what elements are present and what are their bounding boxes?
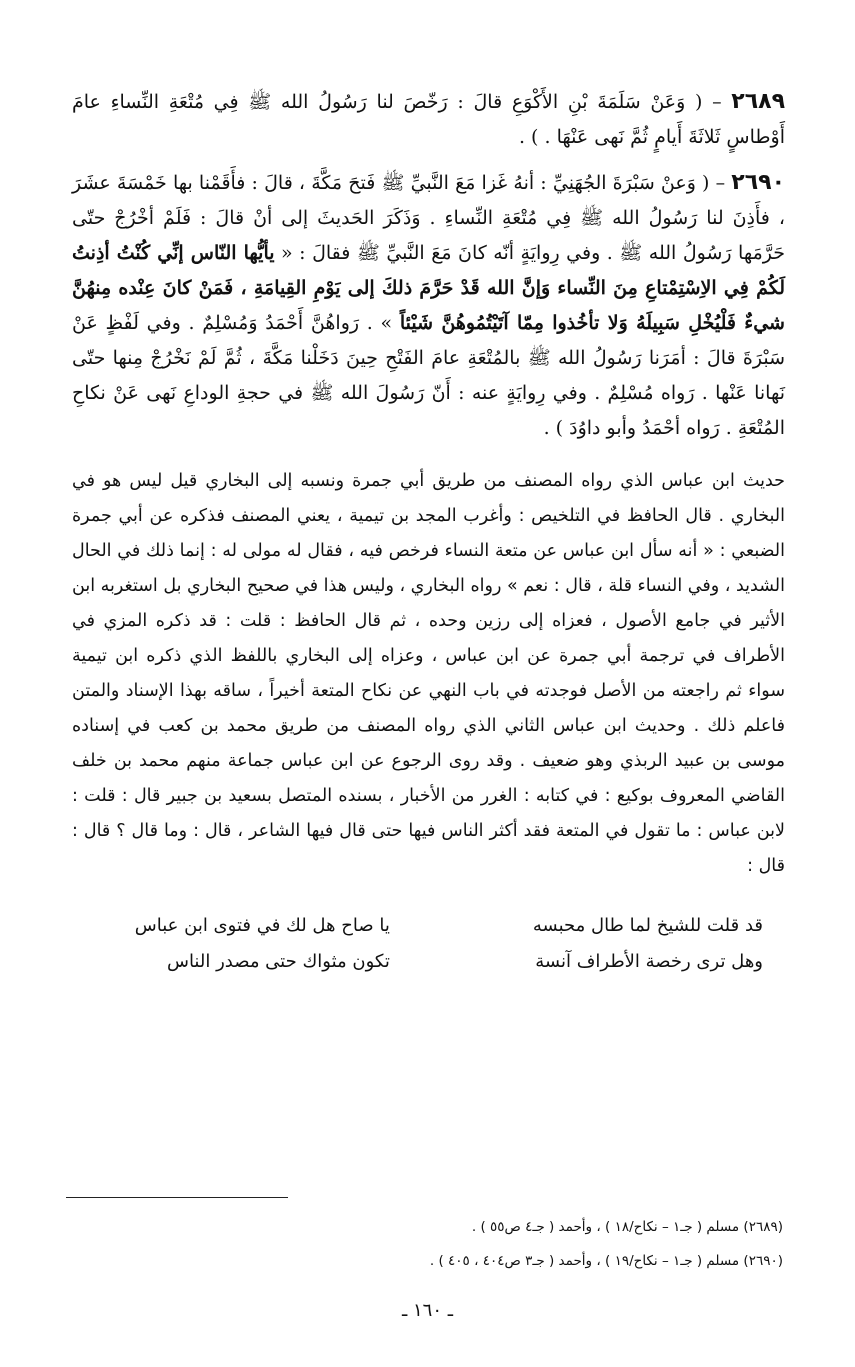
poem-hemistich-first: قد قلت للشيخ لما طال محبسه (532, 915, 763, 936)
footnote-divider (66, 1197, 288, 1198)
footnote: (٢٦٨٩) مسلم ( جـ١ – نكاح/١٨ ) ، وأحمد ( جـ٤ ص٥٥ ) . (471, 1219, 783, 1235)
poem (72, 908, 785, 980)
hadith-number: ٢٦٨٩ (731, 89, 785, 114)
page-number: ـ ١٦٠ ـ (401, 1300, 453, 1321)
poem-hemistich-first: وهل ترى رخصة الأطراف آنسة (535, 951, 763, 972)
footnotes (60, 1210, 783, 1278)
hadith-quote-bold: يأيُّها النّاس إنِّي كُنْتُ أذِنتُ لَكُمْ فِي الاِسْتِمْتاعِ مِنَ النِّساء وَإنَّ الله قَدْ حَرَّمَ ذلكَ إلى يَوْمِ القِيامَةِ ، فَمَنْ كانَ عِنْده مِنهُنَّ شيءٌ فَلْيُخْلِ سَبِيلَهُ وَلا تأخُذوا مِمّا آتَيْتُمُوهُنَّ شَيْئاً (72, 242, 785, 334)
hadith-text: – ( وَعنْ سَبْرَةَ الجُهَنِيِّ : أنهُ غَزا مَعَ النَّبيِّ ﷺ فَتحَ مَكَّةَ ، قالَ : فأَقَمْنا بها خَمْسَةَ عشَرَ ، فأَذِنَ لنا رَسُولُ الله ﷺ فِي مُتْعَةِ النِّساءِ . وَذَكَرَ الحَديثَ إلى أنْ قالَ : فَلَمْ أخْرُجْ حتّى حَرَّمَها رَسُولُ الله ﷺ . وفي رِوايَةٍ أنّه كانَ مَعَ النَّبيِّ ﷺ فقالَ : « (72, 172, 785, 264)
poem-line (72, 908, 785, 944)
hadith-text: – ( وَعَنْ سَلَمَةَ بْنِ الأَكْوَعِ قالَ : رَخّصَ لنا رَسُولُ الله ﷺ فِي مُتْعَةِ النِّساءِ عامَ أَوْطاسٍ ثَلاثَةَ أَيامٍ ثُمَّ نَهى عَنْهَا . ) . (72, 91, 785, 148)
commentary-paragraph: حديث ابن عباس الذي رواه المصنف من طريق أبي جمرة ونسبه إلى البخاري قيل ليس هو في البخاري . قال الحافظ في التلخيص : وأغرب المجد بن تيمية ، يعني المصنف فذكره عن أبي جمرة الضبعي : « أنه سأل ابن عباس عن متعة النساء فرخص فيه ، فقال له مولى له : إنما ذلك في الحال الشديد ، وفي النساء قلة ، قال : نعم » رواه البخاري ، وليس هذا في صحيح البخاري بل استغربه ابن الأثير في جامع الأصول ، فعزاه إلى رزين وحده ، ثم قال الحافظ : قلت : قد ذكره المزي في الأطراف في ترجمة أبي جمرة عن ابن عباس ، وعزاه إلى البخاري باللفظ الذي ذكره ابن تيمية سواء ثم راجعته من الأصل فوجدته في باب النهي عن نكاح المتعة أخيراً ، ساقه بهذا الإسناد والمتن فاعلم ذلك . وحديث ابن عباس الثاني الذي رواه المصنف من طريق محمد بن كعب في إسناده موسى بن عبيد الربذي وهو ضعيف . وقد روى الرجوع عن ابن عباس جماعة منهم محمد بن خلف القاضي المعروف بوكيع : في كتابه : الغرر من الأخبار ، بسنده المتصل بسعيد بن جبير قال : قلت : لابن عباس : ما تقول في المتعة فقد أكثر الناس فيها حتى قال فيها الشاعر ، قال : وما قال ؟ قال : قال : (72, 471, 785, 876)
page-body (72, 84, 785, 980)
hadith-2689 (72, 84, 785, 155)
hadith-number: ٢٦٩٠ (731, 170, 785, 195)
poem-hemistich-second: تكون مثواك حتى مصدر الناس (166, 951, 390, 972)
poem-hemistich-second: يا صاح هل لك في فتوى ابن عباس (134, 915, 390, 936)
hadith-text-end: » . رَواهُنَّ أَحْمَدُ وَمُسْلِمٌ . وفي لَفْظٍ عَنْ سَبْرَةَ قالَ : أمَرَنا رَسُولُ الله ﷺ بالمُتْعَةِ عامَ الفَتْحِ حِينَ دَخَلْنا مَكَّةَ ، ثُمَّ لَمْ نَخْرُجْ مِنها حتّى نَهانا عَنْها . رَواه مُسْلِمٌ . وفي رِوايَةٍ عنه : أَنّ رَسُولَ الله ﷺ في حجةِ الوداعِ نَهى عَنْ نكاحِ المُتْعَةِ . رَواه أحْمَدُ وأبو داوُدَ ) . (72, 312, 785, 439)
poem-line (72, 944, 785, 980)
footnote: (٢٦٩٠) مسلم ( جـ١ – نكاح/١٩ ) ، وأحمد ( جـ٣ ص٤٠٤ ، ٤٠٥ ) . (429, 1253, 783, 1269)
hadith-2690 (72, 165, 785, 446)
